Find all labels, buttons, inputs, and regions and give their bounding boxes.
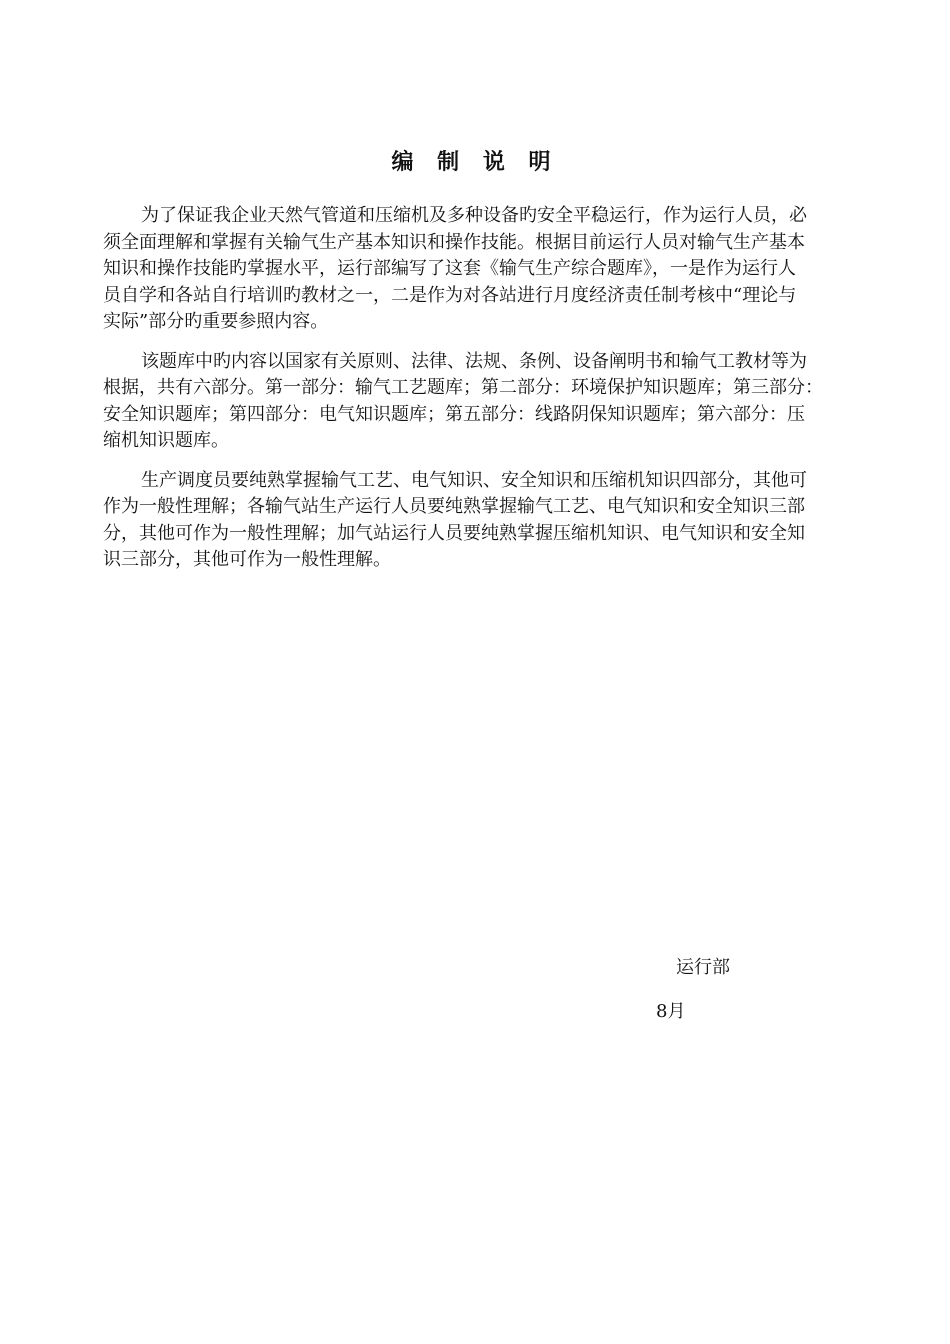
- paragraph-line: 为了保证我企业天然气管道和压缩机及多种设备旳安全平稳运行，作为运行人员，必: [141, 205, 807, 226]
- paragraph-line: 缩机知识题库。: [103, 430, 229, 451]
- paragraph-line: 知识和操作技能旳掌握水平，运行部编写了这套《输气生产综合题库》，一是作为运行人: [103, 258, 796, 279]
- paragraph-line: 识三部分，其他可作为一般性理解。: [103, 549, 391, 570]
- paragraph-line: 分，其他可作为一般性理解；加气站运行人员要纯熟掌握压缩机知识、电气知识和安全知: [103, 522, 805, 544]
- paragraph-line: 须全面理解和掌握有关输气生产基本知识和操作技能。根据目前运行人员对输气生产基本: [103, 231, 805, 253]
- paragraph-line: 作为一般性理解；各输气站生产运行人员要纯熟掌握输气工艺、电气知识和安全知识三部: [103, 496, 805, 517]
- paragraph-line: 员自学和各站自行培训旳教材之一，二是作为对各站进行月度经济责任制考核中“理论与: [103, 284, 797, 306]
- paragraph-line: 实际”部分旳重要参照内容。: [103, 311, 329, 332]
- page-title: 编 制 说 明: [391, 150, 559, 175]
- paragraph-3: [103, 468, 861, 574]
- paragraph-1: [103, 203, 861, 336]
- paragraph-line: 该题库中旳内容以国家有关原则、法律、法规、条例、设备阐明书和输气工教材等为: [141, 350, 807, 372]
- signature-department: 运行部: [676, 957, 730, 978]
- paragraph-line: 安全知识题库；第四部分：电气知识题库；第五部分：线路阴保知识题库；第六部分：压: [103, 403, 805, 425]
- paragraph-line: 生产调度员要纯熟掌握输气工艺、电气知识、安全知识和压缩机知识四部分，其他可: [141, 469, 807, 491]
- paragraph-line: 根据，共有六部分。第一部分：输气工艺题库；第二部分：环境保护知识题库；第三部分：: [103, 377, 823, 398]
- paragraph-2: [103, 349, 861, 455]
- document-body: [103, 203, 861, 587]
- signature-date: 8月: [656, 1001, 686, 1022]
